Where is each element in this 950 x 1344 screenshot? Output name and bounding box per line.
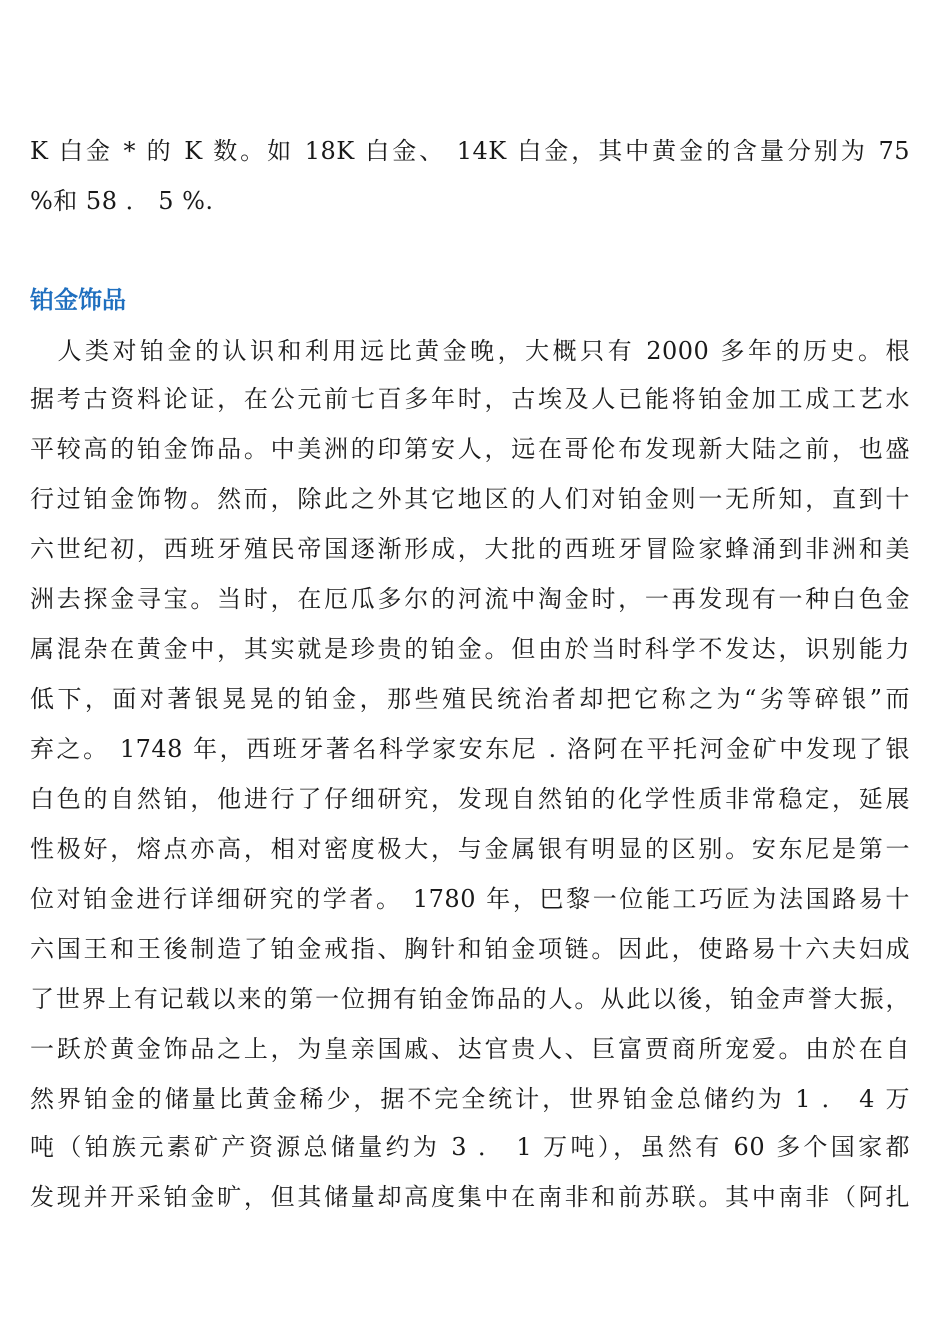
paragraph-line-8: 低下，面对著银晃晃的铂金，那些殖民统治者却把它称之为“劣等碎银”而 — [30, 685, 910, 713]
paragraph-line-12: 位对铂金进行详细研究的学者。 1780 年，巴黎一位能工巧匠为法国路易十 — [30, 885, 910, 913]
paragraph-line-11: 性极好，熔点亦高，相对密度极大，与金属银有明显的区别。安东尼是第一 — [30, 835, 910, 863]
paragraph-line-3: 平较高的铂金饰品。中美洲的印第安人，远在哥伦布发现新大陆之前，也盛 — [30, 435, 910, 463]
paragraph-line-15: 一跃於黄金饰品之上，为皇亲国戚、达官贵人、巨富贾商所宠爱。由於在自 — [30, 1035, 910, 1063]
paragraph-line-4: 行过铂金饰物。然而，除此之外其它地区的人们对铂金则一无所知，直到十 — [30, 485, 910, 513]
paragraph-line-10: 白色的自然铂，他进行了仔细研究，发现自然铂的化学性质非常稳定，延展 — [30, 785, 910, 813]
paragraph-line-1: 人类对铂金的认识和利用远比黄金晚，大概只有 2000 多年的历史。根 — [30, 337, 910, 365]
paragraph-line-6: 洲去探金寻宝。当时，在厄瓜多尔的河流中淘金时，一再发现有一种白色金 — [30, 585, 910, 613]
paragraph-line-7: 属混杂在黄金中，其实就是珍贵的铂金。但由於当时科学不发达，识别能力 — [30, 635, 910, 663]
paragraph-line-9: 弃之。 1748 年，西班牙著名科学家安东尼 . 洛阿在平托河金矿中发现了银 — [30, 735, 910, 763]
paragraph-line-5: 六世纪初，西班牙殖民帝国逐渐形成，大批的西班牙冒险家蜂涌到非洲和美 — [30, 535, 910, 563]
intro-line-2: %和 58 ． 5 %. — [30, 187, 214, 215]
paragraph-line-16: 然界铂金的储量比黄金稀少，据不完全统计，世界铂金总储约为 1 ． 4 万 — [30, 1085, 910, 1113]
paragraph-line-14: 了世界上有记载以来的第一位拥有铂金饰品的人。从此以後，铂金声誉大振， — [30, 985, 910, 1013]
paragraph-line-18: 发现并开采铂金旷，但其储量却高度集中在南非和前苏联。其中南非（阿扎 — [30, 1183, 910, 1211]
section-heading: 铂金饰品 — [30, 286, 126, 314]
paragraph-line-17: 吨（铂族元素矿产资源总储量约为 3 ． 1 万吨），虽然有 60 多个国家都 — [30, 1133, 910, 1161]
paragraph-line-13: 六国王和王後制造了铂金戒指、胸针和铂金项链。因此，使路易十六夫妇成 — [30, 935, 910, 963]
paragraph-line-2: 据考古资料论证，在公元前七百多年时，古埃及人已能将铂金加工成工艺水 — [30, 385, 910, 413]
intro-line-1: K 白金 * 的 K 数。如 18K 白金、 14K 白金，其中黄金的含量分别为 75 — [30, 137, 910, 165]
